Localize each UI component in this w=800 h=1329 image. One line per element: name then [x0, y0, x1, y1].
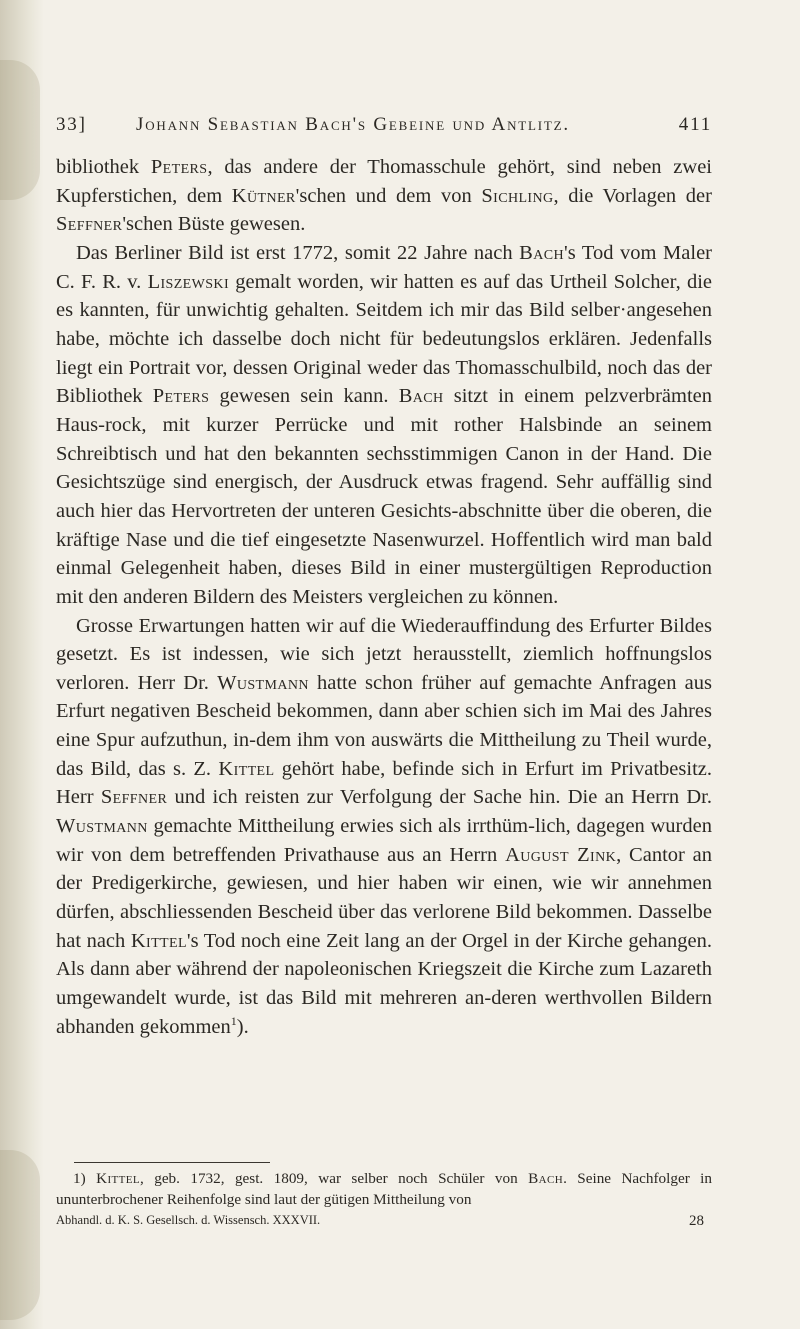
text-run: 'schen und dem von	[295, 184, 482, 207]
running-header	[56, 114, 712, 144]
paper-stain	[0, 1150, 40, 1320]
paragraph	[56, 153, 712, 239]
text-run: hatte schon früher auf gemachte Anfragen aus Erfurt negativen Bescheid bekommen, dann aber schien sich im Mai des Jahres eine Spur aufzuthun, in-dem ihm von auswärts die Mittheilung zu Theil wurde, das Bild, das s. Z.	[56, 671, 712, 780]
paragraph	[56, 612, 712, 1042]
text-run: gemalt worden, wir hatten es auf das Urtheil Solcher, die es kannten, für unwichtig gehalten. Seitdem ich mir das Bild selber·angesehen habe, möchte ich dasselbe doch nicht für bedeutungslos erklären. Jedenfalls liegt ein Portrait vor, dessen Original weder das Thomasschulbild, noch das der Bibliothek	[56, 270, 713, 408]
text-run: sitzt in einem pelzverbrämten Haus-rock, mit kurzer Perrücke und mit rother Halsbinde an seinem Schreibtisch und hat den bekannten sechsstimmigen Canon in der Hand. Die Gesichtszüge sind energisch, der Ausdruck etwas fragend. Sehr auffällig sind auch hier das Hervortreten der unteren Gesichts-abschnitte über die oberen, die kräftige Nase und die tief eingesetzte Nasenwurzel. Hoffentlich wird man bald einmal Gelegenheit haben, dieses Bild in einer mustergültigen Reproduction mit den anderen Bildern des Meisters vergleichen zu können.	[56, 385, 712, 608]
running-title: Johann Sebastian Bach's Gebeine und Antlitz.	[136, 114, 570, 135]
text-run: . Seine Nachfolger in ununterbrochener Reihenfolge sind laut der gütigen Mittheilung von	[56, 1170, 712, 1208]
person-name: Kittel	[130, 929, 187, 952]
person-name: Peters	[152, 385, 210, 408]
text-run: gemachte Mittheilung erwies sich als irrthüm-lich, dagegen wurden wir von dem betreffenden Privathause aus an Herrn	[56, 815, 712, 866]
page-gutter-shadow	[0, 0, 44, 1329]
text-run: , das andere der Thomasschule gehört, sind neben zwei Kupferstichen, dem	[56, 156, 712, 207]
person-name: August Zink	[505, 843, 617, 866]
text-run: 's Tod noch eine Zeit lang an der Orgel in der Kirche gehangen. Als dann aber während der napoleonischen Kriegszeit die Kirche zum Lazareth umgewandelt wurde, ist das Bild mit mehreren an-deren werthvollen Bildern abhanden gekommen	[56, 929, 712, 1038]
person-name: Kittel	[96, 1170, 140, 1187]
signature-mark: Abhandl. d. K. S. Gesellsch. d. Wissensch. XXXVII.	[56, 1213, 321, 1227]
text-run: , geb. 1732, gest. 1809, war selber noch Schüler von	[140, 1170, 529, 1187]
text-run: 'schen Büste gewesen.	[122, 213, 306, 236]
person-name: Wustmann	[217, 671, 309, 694]
person-name: Seffner	[56, 213, 123, 236]
person-name: Bach	[528, 1170, 564, 1187]
text-run: gehört habe, befinde sich in Erfurt im Privatbesitz. Herr	[56, 757, 712, 809]
person-name: Bach	[519, 241, 564, 264]
footnote	[56, 1169, 712, 1211]
text-run: ).	[236, 1015, 249, 1038]
person-name: Kütner	[231, 184, 296, 207]
person-name: Bach	[398, 385, 444, 408]
person-name: Sichling	[481, 184, 554, 207]
person-name: Seffner	[100, 786, 168, 809]
text-run: 1)	[73, 1170, 97, 1187]
footnote-marker: 1	[230, 1013, 237, 1028]
text-run: Das Berliner Bild ist erst 1772, somit 22 Jahre nach	[76, 241, 520, 264]
footnote-text	[56, 1169, 712, 1211]
person-name: Liszewski	[147, 270, 230, 293]
text-run: , die Vorlagen der	[553, 184, 712, 207]
text-run: 's Tod vom Maler C. F. R. v.	[56, 241, 712, 293]
page-number: 411	[678, 114, 712, 135]
body-text	[56, 153, 712, 1041]
person-name: Peters	[150, 156, 208, 178]
paragraph	[56, 239, 712, 612]
text-run: bibliothek	[56, 156, 151, 178]
text-run: und ich reisten zur Verfolgung der Sache hin. Die an Herrn Dr.	[167, 786, 713, 809]
footnote-rule	[74, 1162, 270, 1163]
section-number: 33]	[56, 114, 87, 135]
text-run: gewesen sein kann.	[209, 385, 399, 408]
text-run: Grosse Erwartungen hatten wir auf die Wiederauffindung des Erfurter Bildes gesetzt. Es ist indessen, wie sich jetzt herausstellt, ziemlich hoffnungslos verloren. Herr Dr.	[56, 614, 712, 694]
signature-line	[56, 1213, 712, 1233]
paper-stain	[0, 60, 40, 200]
text-run: , Cantor an der Predigerkirche, gewiesen, und hier haben wir einen, wie wir annehmen dürfen, abschliessenden Bescheid über das verlorene Bild bekommen. Dasselbe hat nach	[56, 843, 712, 952]
person-name: Kittel	[218, 757, 275, 780]
person-name: Wustmann	[56, 815, 148, 838]
signature-number: 28	[689, 1213, 704, 1229]
